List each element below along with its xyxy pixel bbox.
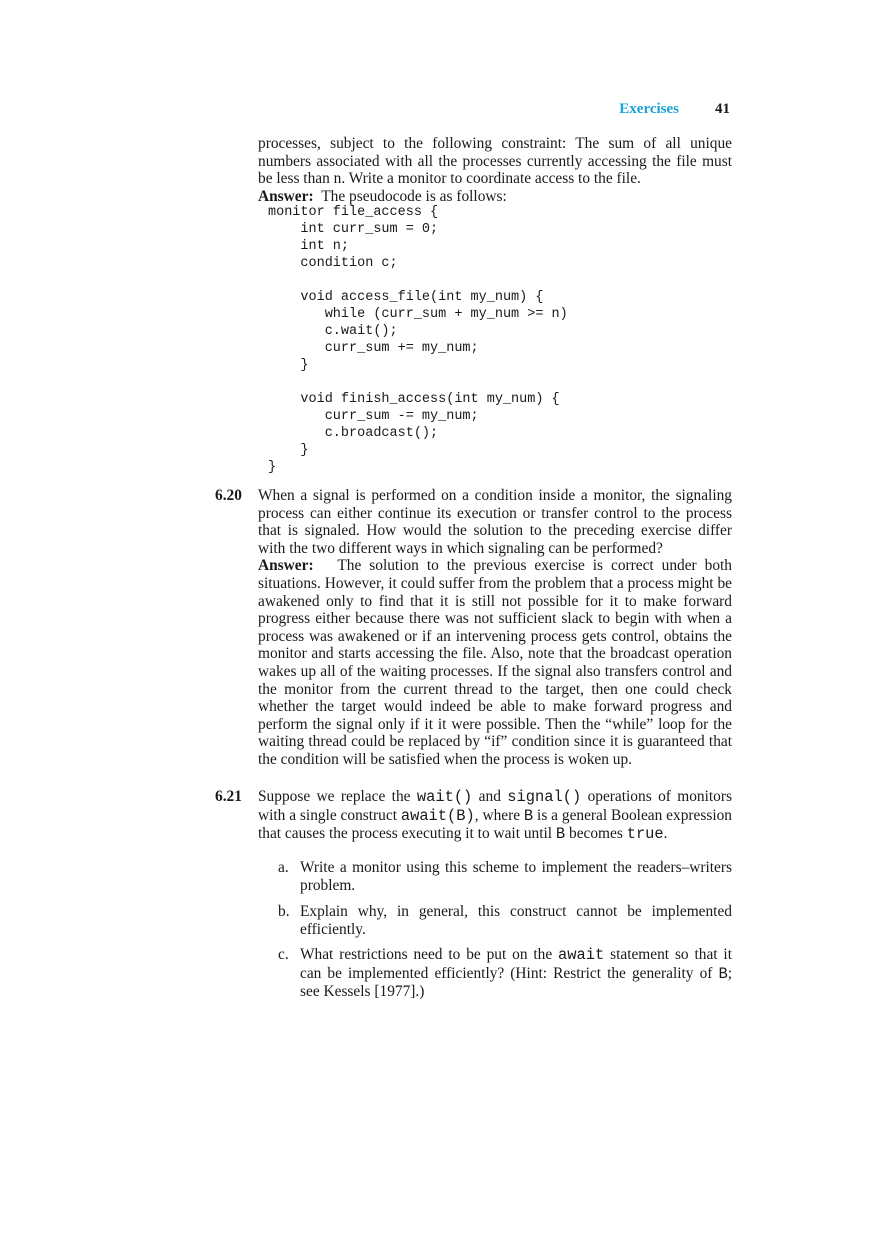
list-item-text: Explain why, in general, this construct cannot be implemented efficiently. [300, 903, 732, 938]
code-listing [268, 204, 568, 476]
list-item-label: a. [278, 859, 289, 876]
code-line: c.broadcast(); [268, 426, 439, 441]
page-header [0, 101, 880, 121]
code-run: await(B) [400, 806, 475, 825]
code-line [268, 374, 568, 391]
code-line: } [268, 460, 277, 475]
code-line: curr_sum -= my_num; [268, 409, 479, 424]
code-run: B [523, 806, 534, 825]
answer-label: Answer: [258, 557, 314, 575]
code-line: void finish_access(int my_num) { [268, 392, 560, 407]
intro-answer [258, 188, 732, 206]
code-run: B [718, 964, 728, 983]
exercise-6-21-question [258, 788, 732, 844]
text-run: is a general Boolean expression that causes the process executing it to wait until [258, 806, 733, 843]
text-run: . [663, 825, 668, 843]
code-run: await [558, 946, 605, 964]
code-line: int curr_sum = 0; [268, 222, 439, 237]
text-run: ; see Kessels [1977].) [300, 964, 732, 1001]
exercise-6-20-question: When a signal is performed on a condition inside a monitor, the signaling process can either continue its execution or transfer control to the process that is signaled. How would the solution to the preceding exercise differ with the two different ways in which signaling can be performed? [258, 487, 732, 557]
text-run: becomes [565, 825, 627, 843]
exercise-number-6-21: 6.21 [215, 788, 242, 805]
list-item-b [278, 903, 732, 938]
code-line: } [268, 358, 309, 373]
exercise-6-20 [258, 487, 732, 769]
text-run: statement so that it can be implemented efficiently? (Hint: Restrict the generality of [300, 946, 732, 982]
answer-label: Answer: [258, 187, 314, 205]
text-run: What restrictions need to be put on the [300, 946, 559, 963]
list-item-c [278, 946, 732, 1001]
code-run: signal() [507, 788, 582, 806]
code-line: while (curr_sum + my_num >= n) [268, 307, 568, 322]
exercise-6-21 [258, 788, 732, 844]
text-run: operations of monitors with a single construct [258, 788, 732, 824]
code-line: curr_sum += my_num; [268, 341, 479, 356]
code-run: B [555, 825, 566, 844]
exercise-6-20-answer [258, 557, 732, 768]
answer-text: The solution to the previous exercise is correct under both situations. However, it could suffer from the problem that a process might be awakened only to find that it is still not possible for it to make forward progress either because there was not sufficient slack to begin with when a process was awakened or if an intervening process gets control, obtains the monitor and starts accessing the file. Also, note that the broadcast operation wakes up all of the waiting processes. If the signal also transfers control and the monitor from the current thread to the target, then one could check whether the target would indeed be able to make forward progress and perform the signal only if it it were possible. Then the “while” loop for the waiting thread could be replaced by “if” condition since it is guaranteed that the condition will be satisfied when the process is woken up. [258, 557, 732, 768]
list-item-text [300, 946, 732, 1001]
code-line: condition c; [268, 256, 398, 271]
code-run: wait() [416, 788, 473, 806]
code-line: c.wait(); [268, 324, 398, 339]
text-run: Suppose we replace the [258, 788, 417, 805]
text-run: and [472, 788, 508, 805]
code-line [268, 272, 568, 289]
code-line: monitor file_access { [268, 205, 439, 220]
code-line: void access_file(int my_num) { [268, 290, 544, 305]
code-line: int n; [268, 239, 350, 254]
answer-text: The pseudocode is as follows: [321, 187, 507, 205]
text-run: , where [474, 806, 524, 824]
running-header-title: Exercises [619, 101, 679, 117]
intro-paragraph: processes, subject to the following constraint: The sum of all unique numbers associated with all the processes currently accessing the file must be less than n. Write a monitor to coordinate access to the file. [258, 135, 732, 188]
list-item-label: c. [278, 946, 289, 963]
exercise-number-6-20: 6.20 [215, 487, 242, 504]
list-item-a [278, 859, 732, 894]
code-run: true [626, 825, 664, 844]
intro-block [258, 135, 732, 205]
list-item-text: Write a monitor using this scheme to implement the readers–writers problem. [300, 859, 732, 894]
page-number: 41 [715, 101, 730, 117]
code-line: } [268, 443, 309, 458]
list-item-label: b. [278, 903, 290, 920]
